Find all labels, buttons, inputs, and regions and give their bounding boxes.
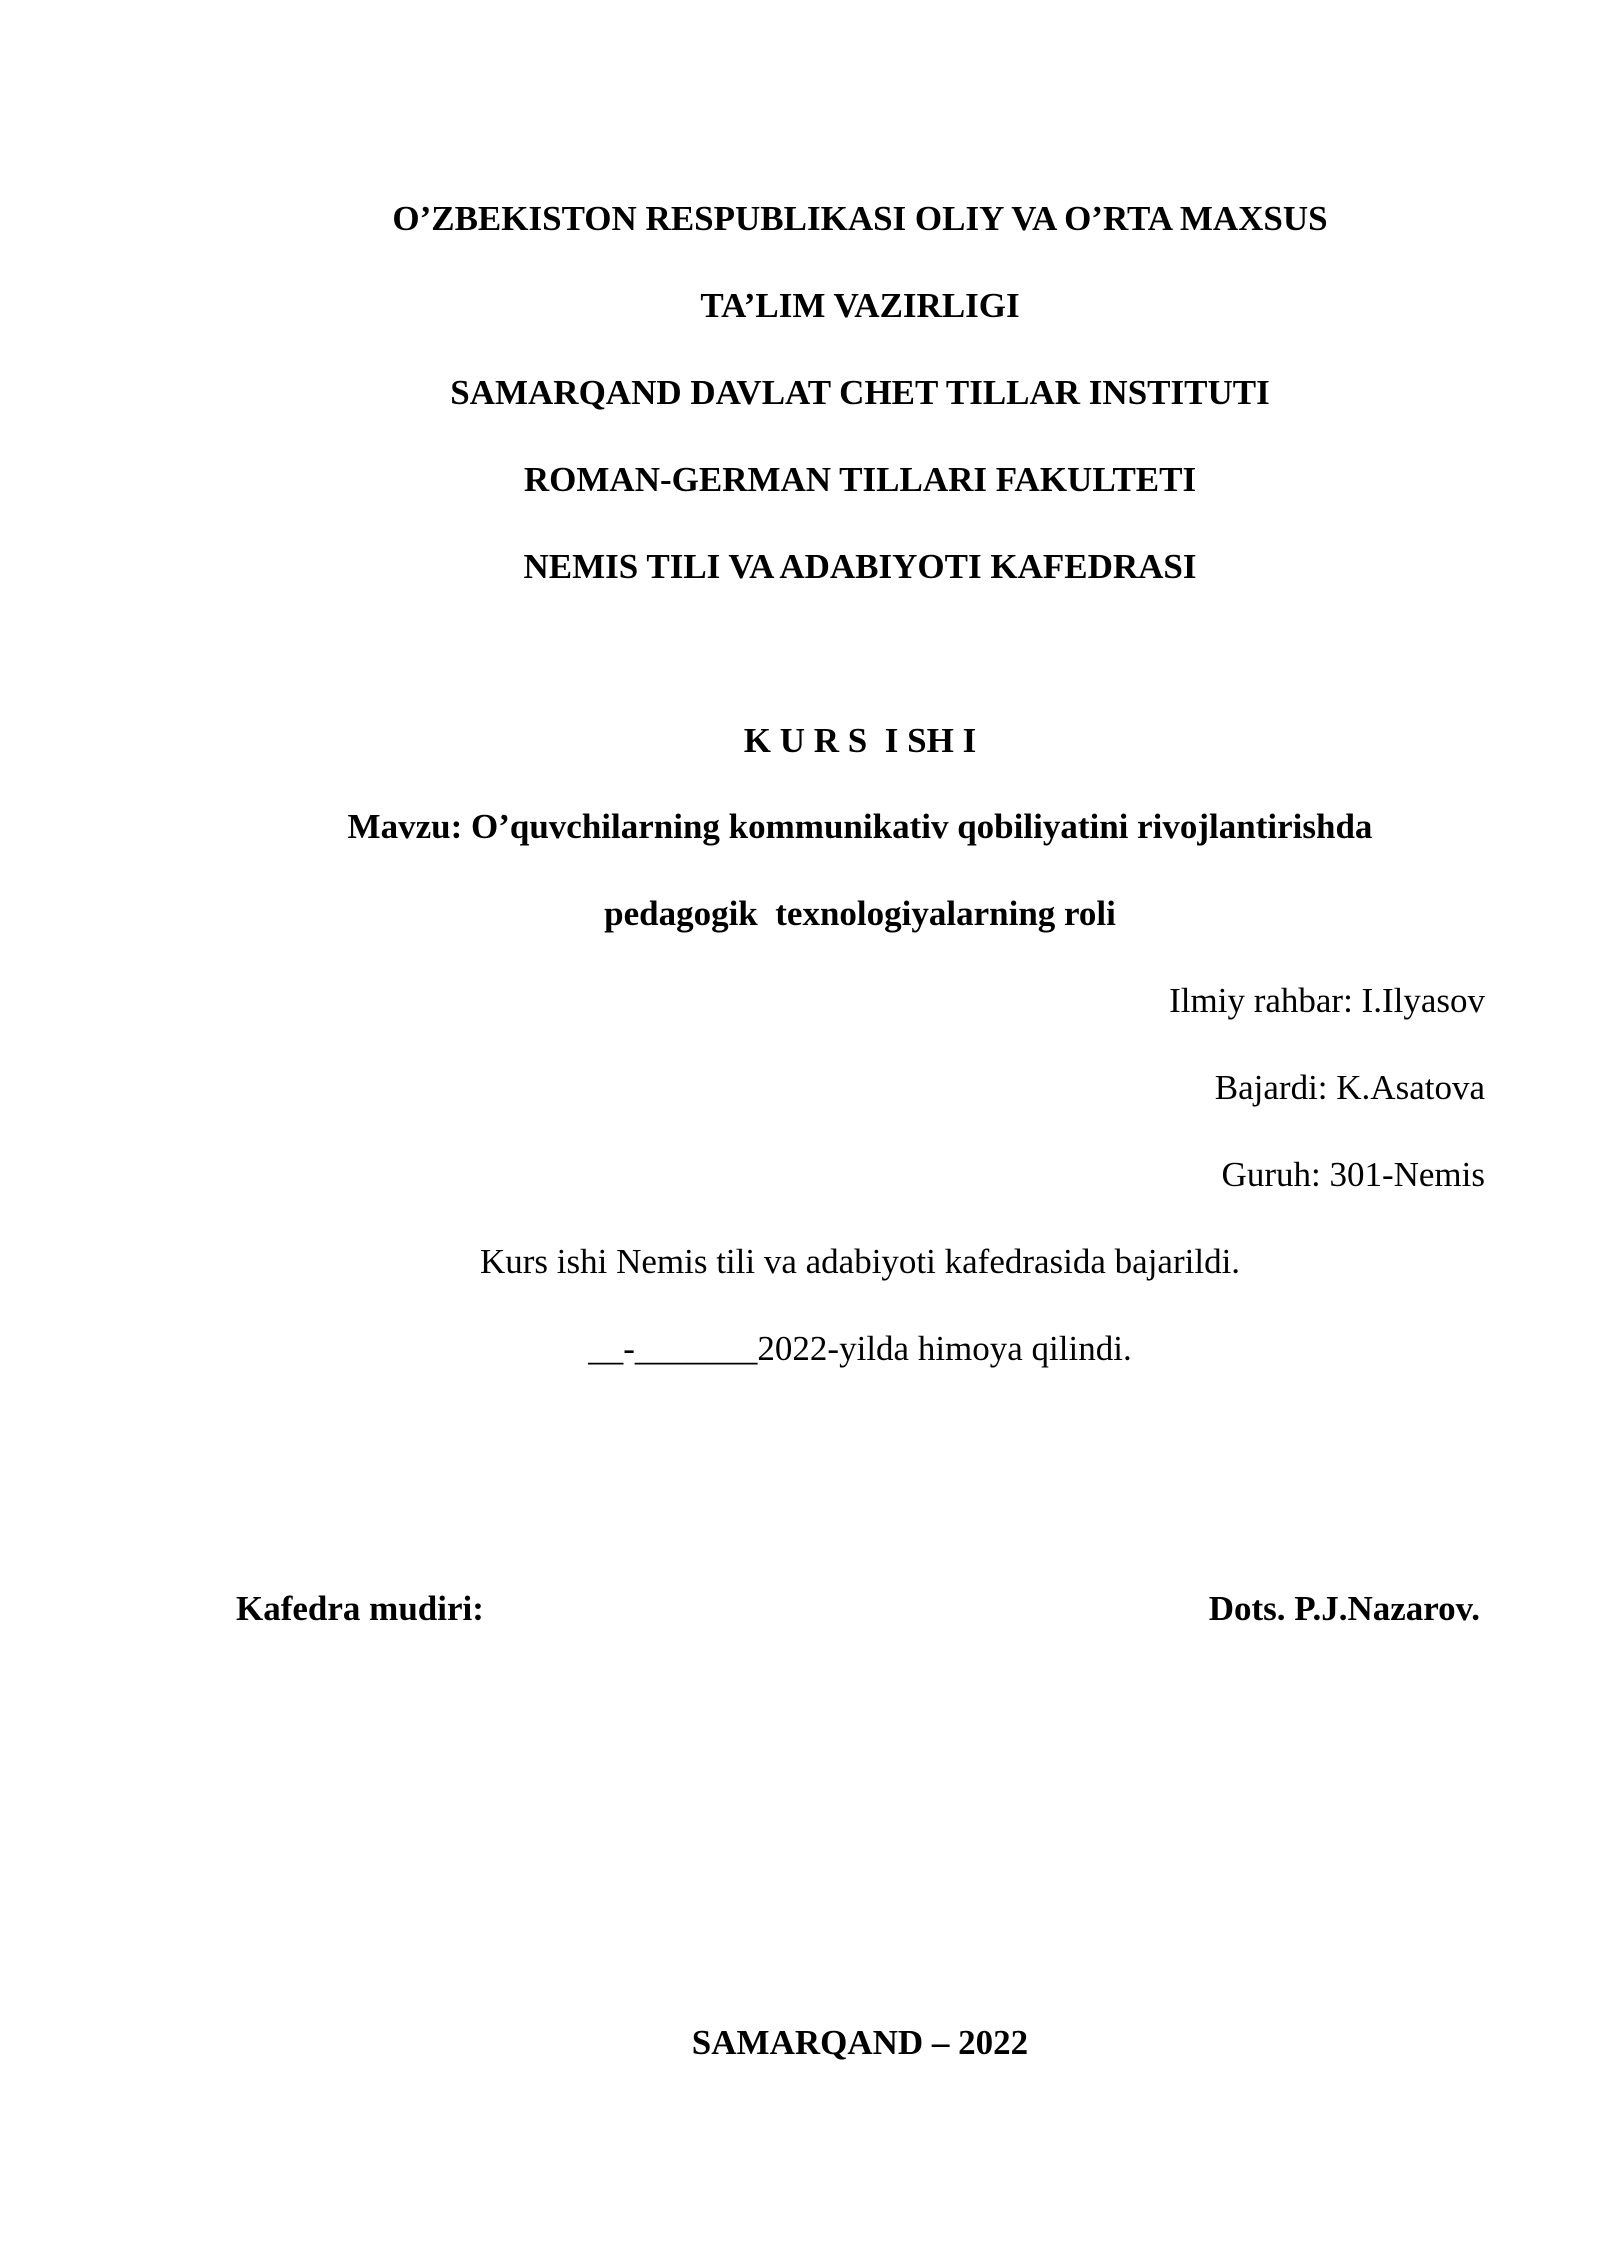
work-type-title: K U R S I SH I [743,721,977,760]
topic-line-1: Mavzu: O’quvchilarning kommunikativ qobiliyatini rivojlantirishda [347,807,1373,846]
group: Guruh: 301-Nemis [1221,1155,1485,1194]
defense-date-note: __-_______2022-yilda himoya qilindi. [588,1329,1132,1368]
ministry-line-2: TA’LIM VAZIRLIGI [700,286,1020,325]
topic-line-2: pedagogik texnologiyalarning roli [604,894,1116,933]
signature-label: Kafedra mudiri: [236,1589,484,1628]
supervisor: Ilmiy rahbar: I.Ilyasov [1169,981,1485,1020]
place-year: SAMARQAND – 2022 [691,2023,1029,2062]
completion-note: Kurs ishi Nemis tili va adabiyoti kafedrasida bajarildi. [479,1242,1241,1281]
faculty-name: ROMAN-GERMAN TILLARI FAKULTETI [523,460,1197,499]
institute-name: SAMARQAND DAVLAT CHET TILLAR INSTITUTI [450,373,1270,412]
author: Bajardi: K.Asatova [1214,1068,1485,1107]
ministry-line-1: O’ZBEKISTON RESPUBLIKASI OLIY VA O’RTA MAXSUS [392,199,1328,238]
signature-name: Dots. P.J.Nazarov. [1208,1589,1480,1628]
department-name: NEMIS TILI VA ADABIYOTI KAFEDRASI [523,547,1197,586]
